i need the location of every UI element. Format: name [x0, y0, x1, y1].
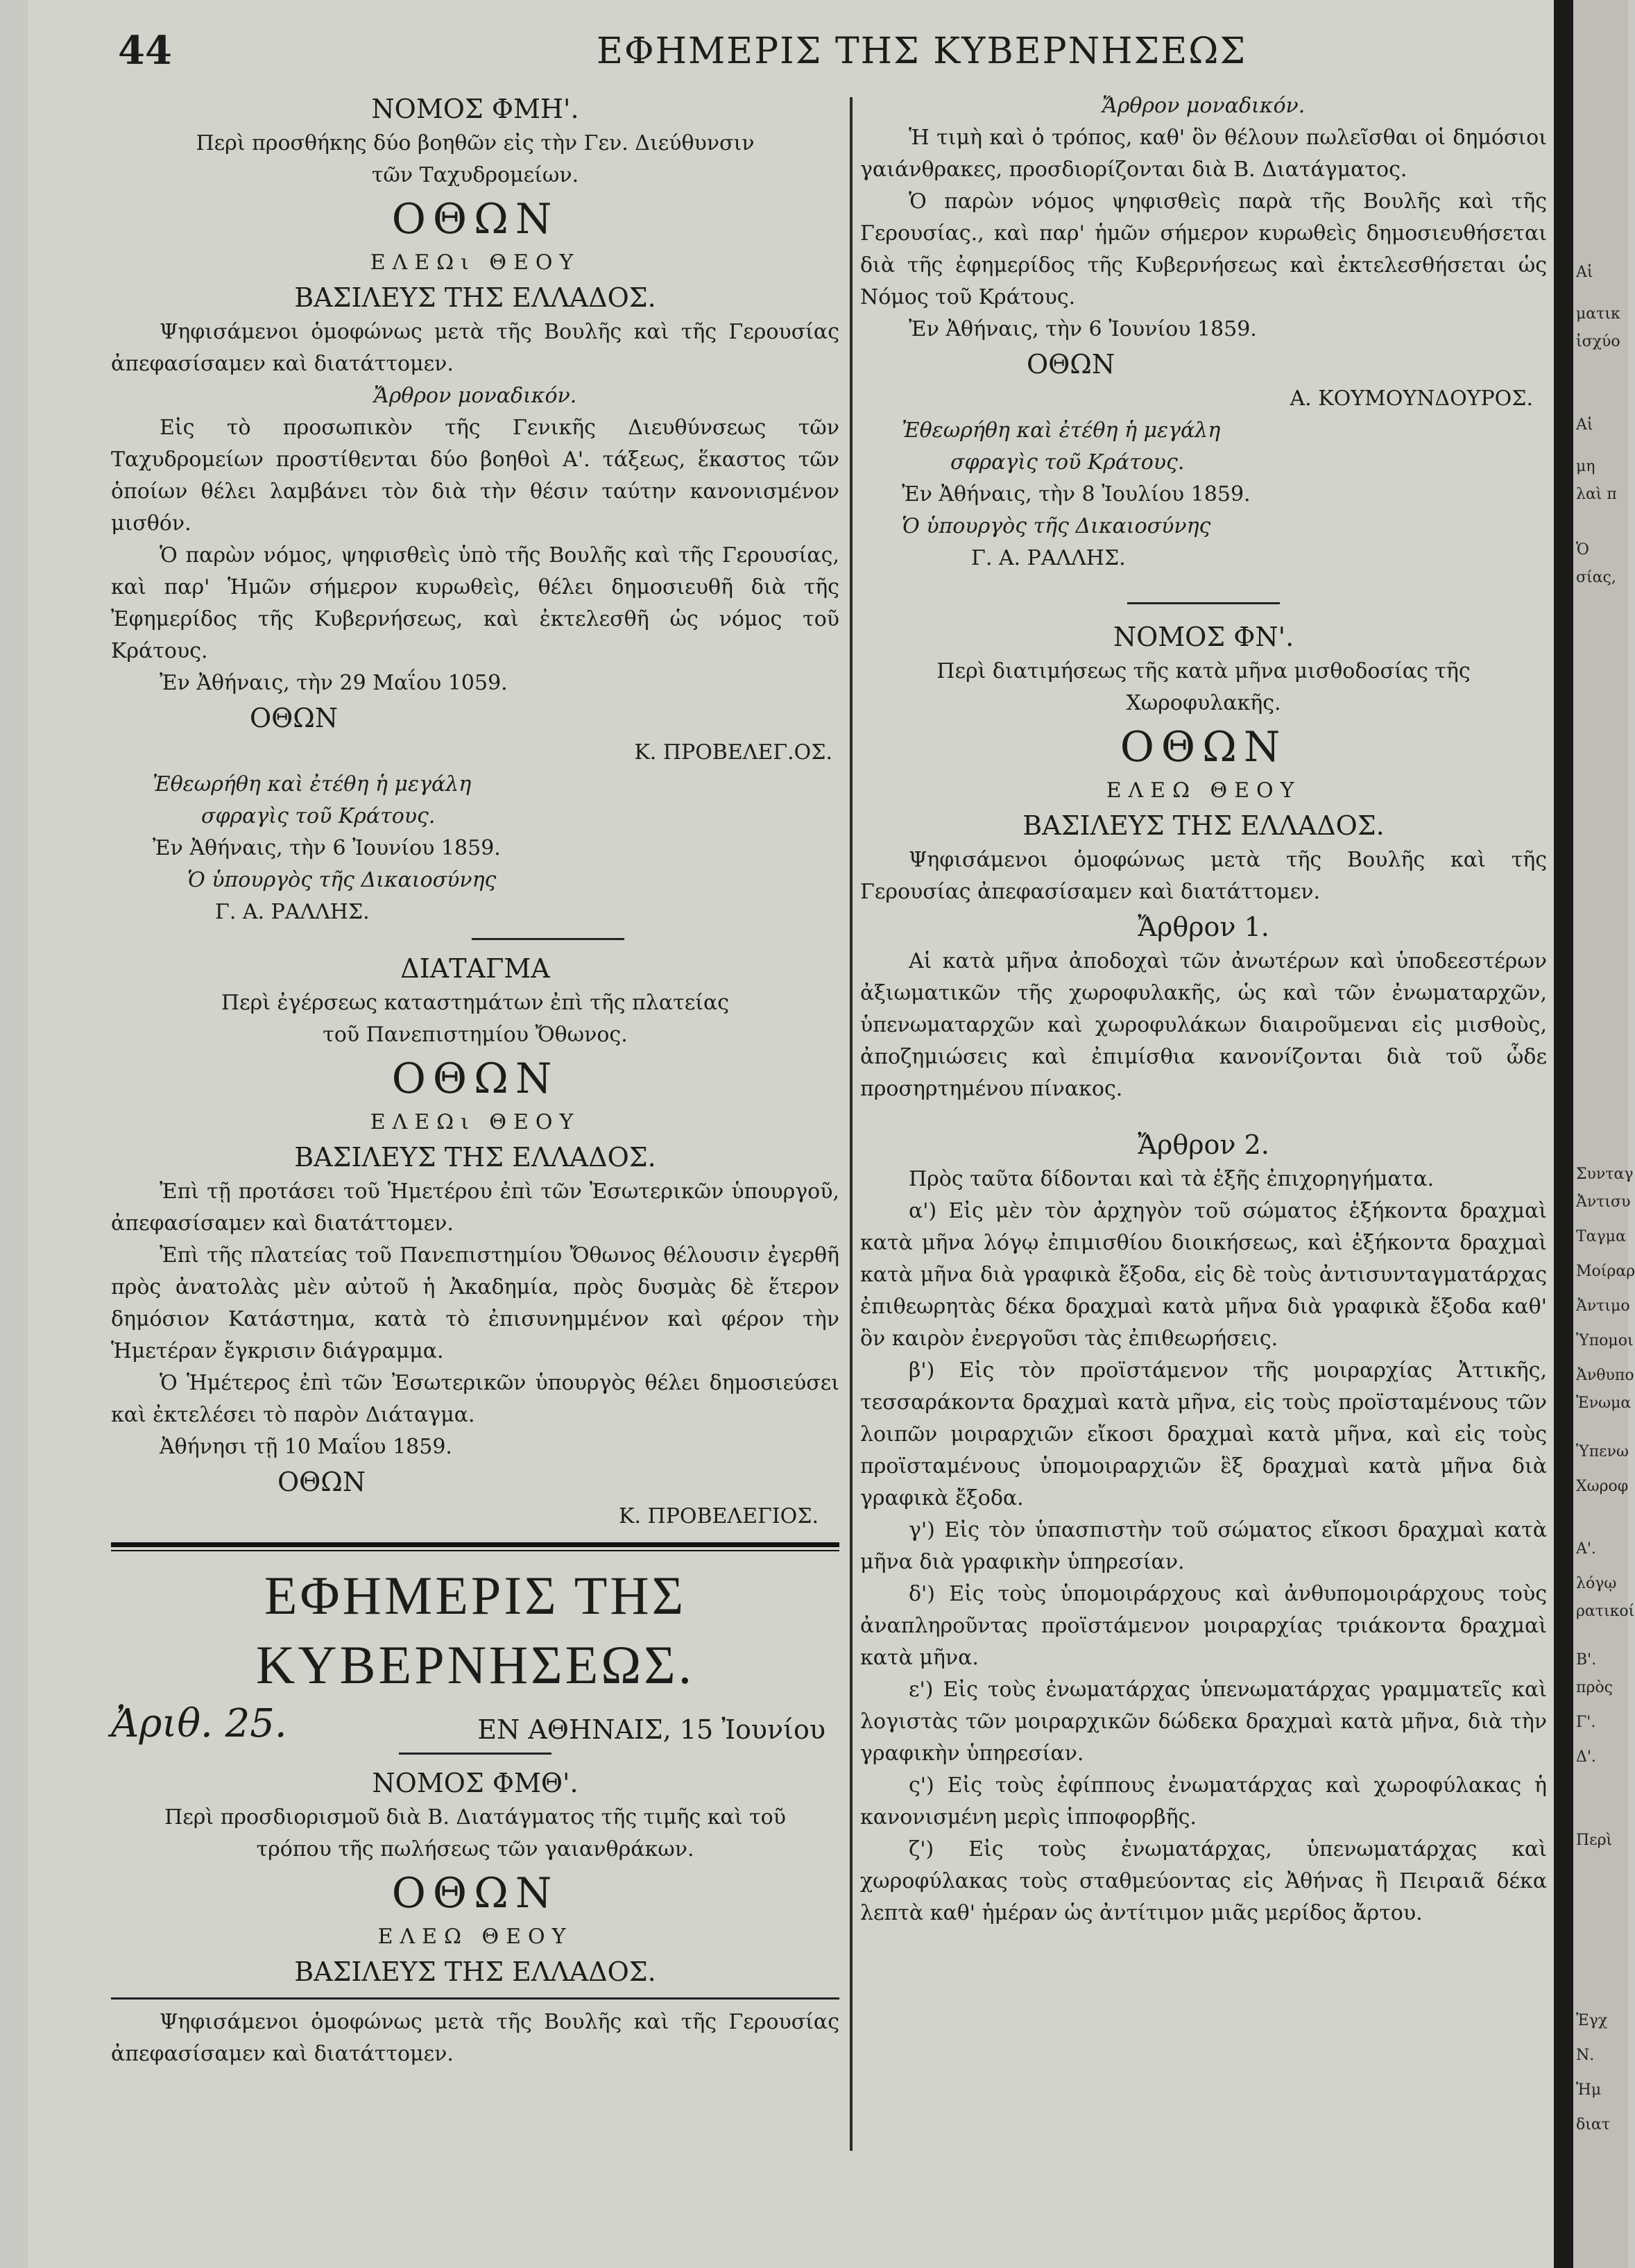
law1-subtitle-line2: τῶν Ταχυδρομείων.	[371, 163, 579, 187]
law2-enactment-text: Ὁ παρὼν νόμος ψηφισθεὶς παρὰ τῆς Βουλῆς καὶ τῆς Γερουσίας., καὶ παρ' ἡμῶν σήμερον κυρωθεὶς δημοσιευθήσεται διὰ τῆς ἐφημερίδος τῆς Κυβερνήσεως καὶ ἐκτελεσθήσεται ὡς Νόμος τοῦ Κράτους.	[860, 189, 1547, 309]
decree-grace: ΕΛΕΩι ΘΕΟΥ	[370, 1110, 581, 1134]
law3-basileus: ΒΑΣΙΛΕΥΣ ΤΗΣ ΕΛΛΑΔΟΣ.	[1022, 810, 1385, 841]
adjacent-page-fragment: Ἐνωμα	[1576, 1395, 1632, 1412]
adjacent-page-fragment: Ἐγχ	[1576, 2012, 1608, 2029]
law2-rule	[111, 1997, 839, 2000]
law1-grace: ΕΛΕΩι ΘΕΟΥ	[370, 250, 581, 275]
law2-subtitle-line2: τρόπου τῆς πωλήσεως τῶν γαιανθράκων.	[256, 1837, 694, 1861]
adjacent-page-fragment: Γ'.	[1576, 1714, 1596, 1731]
adjacent-page-fragment: Ἀντισυ	[1576, 1193, 1631, 1211]
adjacent-page-fragment: Α'.	[1576, 1540, 1596, 1558]
decree-paragraph2: Ἐπὶ τῆς πλατείας τοῦ Πανεπιστημίου Ὄθωνος θέλουσιν ἐγερθῆ πρὸς ἀνατολὰς μὲν αὐτοῦ ἡ Ἀκαδημία, πρὸς δυσμὰς δὲ ἕτερον δημόσιον Κατάστημα, κατὰ τὸ ἐπισυνημμένον καὶ φέρον τὴν Ἡμετέραν ἔγκρισιν διάγραμμα.	[111, 1243, 839, 1363]
law3-item: ζ') Εἰς τοὺς ἐνωματάρχας, ὑπενωματάρχας καὶ χωροφύλακας τοὺς σταθμεύοντας εἰς Ἀθήνας ἢ Πειραιᾶ δέκα λεπτὰ καθ' ἡμέραν ὡς ἀντίτιμον μιᾶς μερίδος ἄρτου.	[860, 1837, 1547, 1925]
law3-item: α') Εἰς μὲν τὸν ἀρχηγὸν τοῦ σώματος ἑξήκοντα δραχμαὶ κατὰ μῆνα λόγῳ ἐπιμισθίου διοικήσεως, καὶ ἑξήκοντα δραχμαὶ κατὰ μῆνα διὰ γραφικὰ ἔξοδα, εἰς δὲ τοὺς ἀντισυνταγματάρχας ἐπιθεωρητὰς δέκα δραχμαὶ κατὰ μῆνα διὰ γραφικὰ ἔξοδα καθ' ὃν καιρὸν ἐνεργοῦσι τὰς ἐπιθεωρήσεις.	[860, 1199, 1547, 1351]
adjacent-page-fragment: πρὸς	[1576, 1679, 1613, 1696]
law3-item: β') Εἰς τὸν προϊστάμενον τῆς μοιραρχίας Ἀττικῆς, τεσσαράκοντα δραχμαὶ κατὰ μῆνα, εἰς τοὺς προϊσταμένους τῶν λοιπῶν μοιραρχιῶν εἴκοσι δραχμαὶ κατὰ μῆνα, καὶ εἰς τοὺς προϊσταμένους ὑπομοιραρχιῶν ἓξ δραχμαὶ κατὰ μῆνα διὰ γραφικὰ ἔξοδα.	[860, 1358, 1547, 1510]
law2-king-name: ΟΘΩΝ	[391, 1869, 559, 1918]
law1-seal-line1: Ἐθεωρήθη καὶ ἐτέθη ἡ μεγάλη	[153, 772, 472, 796]
masthead-short-rule	[399, 1753, 551, 1755]
adjacent-page-fragment: ἰσχύο	[1576, 333, 1620, 350]
law2-preamble: Ψηφισάμενοι ὁμοφώνως μετὰ τῆς Βουλῆς καὶ τῆς Γερουσίας ἀπεφασίσαμεν καὶ διατάττομεν.	[111, 2010, 839, 2066]
law3-preamble: Ψηφισάμενοι ὁμοφώνως μετὰ τῆς Βουλῆς καὶ τῆς Γερουσίας ἀπεφασίσαμεν καὶ διατάττομεν.	[860, 848, 1547, 904]
law1-king-name: ΟΘΩΝ	[391, 195, 559, 244]
law3-item: γ') Εἰς τὸν ὑπασπιστὴν τοῦ σώματος εἴκοσι δραχμαὶ κατὰ μῆνα διὰ γραφικὴν ὑπηρεσίαν.	[860, 1518, 1547, 1574]
law1-seal-name: Γ. Α. ΡΑΛΛΗΣ.	[215, 900, 370, 924]
law1-title: ΝΟΜΟΣ ΦΜΗ'.	[371, 94, 579, 124]
law2-seal-minister: Ὁ ὑπουργὸς τῆς Δικαιοσύνης	[902, 514, 1211, 538]
adjacent-page-fragment: Περὶ	[1576, 1832, 1613, 1849]
decree-basileus: ΒΑΣΙΛΕΥΣ ΤΗΣ ΕΛΛΑΔΟΣ.	[294, 1142, 656, 1173]
adjacent-page-fragment: Ταγμα	[1576, 1228, 1626, 1245]
adjacent-page-fragment: Ν.	[1576, 2047, 1595, 2064]
law2-article-text: Ἡ τιμὴ καὶ ὁ τρόπος, καθ' ὃν θέλουν πωλεῖσθαι οἱ δημόσιοι γαιάνθρακες, προσδιορίζονται διὰ Β. Διατάγματος.	[860, 126, 1547, 182]
law2-basileus: ΒΑΣΙΛΕΥΣ ΤΗΣ ΕΛΛΑΔΟΣ.	[294, 1956, 656, 1987]
law1-seal-block	[111, 769, 839, 928]
law1-preamble: Ψηφισάμενοι ὁμοφώνως μετὰ τῆς Βουλῆς καὶ τῆς Γερουσίας ἀπεφασίσαμεν καὶ διατάττομεν.	[111, 320, 839, 376]
law3-king-name: ΟΘΩΝ	[1120, 723, 1287, 771]
law3-item: δ') Εἰς τοὺς ὑπομοιράρχους καὶ ἀνθυπομοιράρχους τοὺς ἀναπληροῦντας προϊστάμενον μοιραρχίας τριάκοντα δραχμαὶ κατὰ μῆνα.	[860, 1582, 1547, 1670]
law1-article-text: Εἰς τὸ προσωπικὸν τῆς Γενικῆς Διευθύνσεως τῶν Ταχυδρομείων προστίθενται δύο βοηθοὶ Α'. τάξεως, ἕκαστος τῶν ὁποίων θέλει λαμβάνει τὸν διὰ τὴν θέσιν ταύτην κανονισμένον μισθόν.	[111, 416, 839, 536]
section-rule	[472, 938, 624, 940]
law2-article-title: Ἄρθρον μοναδικόν.	[1102, 94, 1306, 118]
law3-subtitle-line2: Χωροφυλακῆς.	[1126, 691, 1281, 715]
column-divider	[850, 97, 853, 2151]
decree-paragraph3: Ὁ Ἡμέτερος ἐπὶ τῶν Ἐσωτερικῶν ὑπουργὸς θέλει δημοσιεύσει καὶ ἐκτελέσει τὸ παρὸν Διάταγμα.	[111, 1371, 839, 1427]
adjacent-page-fragment: Δ'.	[1576, 1748, 1596, 1766]
adjacent-page-fragment: Ὁ	[1576, 541, 1589, 559]
law2-seal-block	[860, 415, 1547, 574]
law3-grace: ΕΛΕΩ ΘΕΟΥ	[1106, 778, 1301, 803]
adjacent-page-fragment: Χωροφ	[1576, 1478, 1629, 1495]
law2-title: ΝΟΜΟΣ ΦΜΘ'.	[372, 1768, 579, 1798]
adjacent-page-fragment: Ὑπενω	[1576, 1443, 1629, 1460]
adjacent-page-fragment: Ἡμ	[1576, 2081, 1602, 2099]
decree-king-name: ΟΘΩΝ	[391, 1055, 559, 1103]
law2-minister: Α. ΚΟΥΜΟΥΝΔΟΥΡΟΣ.	[1290, 386, 1533, 411]
adjacent-page-fragment: σίας,	[1576, 569, 1616, 586]
adjacent-page-fragment: Ἀντιμο	[1576, 1297, 1630, 1315]
adjacent-page-fragment: μη	[1576, 458, 1595, 475]
law2-seal-name: Γ. Α. ΡΑΛΛΗΣ.	[971, 546, 1126, 570]
page-header-title: ΕΦΗΜΕΡΙΣ ΤΗΣ ΚΥΒΕΡΝΗΣΕΩΣ	[597, 31, 1247, 72]
law1-signature-king: ΟΘΩΝ	[250, 703, 339, 733]
masthead-rule-thick	[111, 1542, 839, 1547]
law2-subtitle-line1: Περὶ προσδιορισμοῦ διὰ Β. Διατάγματος τῆς τιμῆς καὶ τοῦ	[164, 1805, 786, 1830]
adjacent-page-fragment: διατ	[1576, 2116, 1610, 2133]
decree-date: Ἀθήνησι τῇ 10 Μαΐου 1859.	[160, 1435, 452, 1459]
adjacent-page-fragment: ματικ	[1576, 305, 1620, 323]
adjacent-page-fragment: Μοίραρ	[1576, 1263, 1635, 1280]
law3-title: ΝΟΜΟΣ ΦΝ'.	[1113, 622, 1294, 652]
issue-number: Ἀριθ. 25.	[111, 1701, 287, 1746]
page-number: 44	[118, 28, 172, 74]
law1-seal-line2: σφραγὶς τοῦ Κράτους.	[201, 804, 436, 828]
law1-minister: Κ. ΠΡΟΒΕΛΕΓ.ΟΣ.	[634, 740, 832, 765]
law3-article1-title: Ἄρθρον 1.	[1138, 912, 1269, 942]
left-column	[111, 90, 839, 2070]
law2-seal-date: Ἐν Ἀθήναις, τὴν 8 Ἰουλίου 1859.	[902, 482, 1251, 506]
section-rule	[1127, 602, 1280, 604]
adjacent-page-fragment: Συνταγ	[1576, 1166, 1634, 1183]
law1-subtitle-line1: Περὶ προσθήκης δύο βοηθῶν εἰς τὴν Γεν. Διεύθυνσιν	[196, 131, 755, 155]
law3-item: ε') Εἰς τοὺς ἐνωματάρχας ὑπενωματάρχας γραμματεῖς καὶ λογιστὰς τῶν μοιραρχικῶν δώδεκα δραχμαὶ κατὰ μῆνα, διὰ τὴν γραφικὴν ὑπηρεσίαν.	[860, 1678, 1547, 1766]
masthead-rule-thin	[111, 1550, 839, 1551]
law1-article-title: Ἄρθρον μοναδικόν.	[373, 384, 577, 408]
law1-basileus: ΒΑΣΙΛΕΥΣ ΤΗΣ ΕΛΛΑΔΟΣ.	[294, 282, 656, 313]
law1-seal-date: Ἐν Ἀθήναις, τὴν 6 Ἰουνίου 1859.	[153, 836, 501, 860]
law2-grace: ΕΛΕΩ ΘΕΟΥ	[377, 1925, 573, 1949]
adjacent-page-fragment: Ἀνθυπο	[1576, 1367, 1634, 1384]
law1-date: Ἐν Ἀθήναις, τὴν 29 Μαΐου 1059.	[160, 671, 508, 695]
adjacent-page-fragment: Αἱ	[1576, 416, 1593, 434]
law3-article2-title: Ἄρθρον 2.	[1138, 1129, 1269, 1160]
decree-minister: Κ. ΠΡΟΒΕΛΕΓΙΟΣ.	[619, 1504, 819, 1528]
decree-signature-king: ΟΘΩΝ	[277, 1467, 366, 1497]
adjacent-page-fragment: Ὑπομοι	[1576, 1332, 1634, 1349]
issue-dateline: ΕΝ ΑΘΗΝΑΙΣ, 15 Ἰουνίου	[477, 1714, 825, 1745]
law2-date: Ἐν Ἀθήναις, τὴν 6 Ἰουνίου 1859.	[909, 317, 1257, 341]
law3-item: ς') Εἰς τοὺς ἐφίππους ἐνωματάρχας καὶ χωροφύλακας ἡ κανονισμένη μερὶς ἱπποφορβῆς.	[860, 1773, 1547, 1830]
law1-enactment-text: Ὁ παρὼν νόμος, ψηφισθεὶς ὑπὸ τῆς Βουλῆς καὶ τῆς Γερουσίας, καὶ παρ' Ἡμῶν σήμερον κυρωθεὶς, θέλει δημοσιευθῆ διὰ τῆς Ἐφημερίδος τῆς Κυβερνήσεως, καὶ ἐκτελεσθῆ ὡς νόμος τοῦ Κράτους.	[111, 543, 839, 663]
law3-subtitle-line1: Περὶ διατιμήσεως τῆς κατὰ μῆνα μισθοδοσίας τῆς	[936, 659, 1471, 683]
law1-seal-minister: Ὁ ὑπουργὸς τῆς Δικαιοσύνης	[187, 868, 497, 892]
masthead-title: ΕΦΗΜΕΡΙΣ ΤΗΣ ΚΥΒΕΡΝΗΣΕΩΣ.	[255, 1565, 695, 1695]
adjacent-page-fragment: λόγῳ	[1576, 1575, 1617, 1592]
decree-subtitle-line1: Περὶ ἐγέρσεως καταστημάτων ἐπὶ τῆς πλατείας	[221, 991, 730, 1015]
law3-article2-intro: Πρὸς ταῦτα δίδονται καὶ τὰ ἑξῆς ἐπιχορηγήματα.	[909, 1167, 1435, 1191]
masthead-issue-row	[111, 1700, 839, 1748]
law2-seal-line1: Ἐθεωρήθη καὶ ἐτέθη ἡ μεγάλη	[902, 418, 1221, 443]
newspaper-page	[28, 0, 1554, 2268]
decree-paragraph1: Ἐπὶ τῇ προτάσει τοῦ Ἡμετέρου ἐπὶ τῶν Ἐσωτερικῶν ὑπουργοῦ, ἀπεφασίσαμεν καὶ διατάττομεν.	[111, 1179, 839, 1236]
law2-signature-king: ΟΘΩΝ	[1027, 349, 1115, 380]
adjacent-page-fragment: λαὶ π	[1576, 486, 1617, 503]
right-column	[860, 90, 1547, 1929]
adjacent-page-fragment: ρατικοί	[1576, 1603, 1635, 1620]
decree-title: ΔΙΑΤΑΓΜΑ	[400, 953, 550, 984]
law3-article1-text: Αἱ κατὰ μῆνα ἀποδοχαὶ τῶν ἀνωτέρων καὶ ὑποδεεστέρων ἀξιωματικῶν τῆς χωροφυλακῆς, ὡς καὶ τῶν ἐνωματαρχῶν, ὑπενωματαρχῶν καὶ χωροφυλάκων διαιροῦμεναι εἰς μισθοὺς, ἀποζημιώσεις καὶ ἐπιμίσθια κανονίζονται διὰ τοῦ ὧδε προσηρτημένου πίνακος.	[860, 949, 1547, 1101]
law2-seal-line2: σφραγὶς τοῦ Κράτους.	[950, 450, 1185, 475]
decree-subtitle-line2: τοῦ Πανεπιστημίου Ὄθωνος.	[323, 1023, 628, 1047]
adjacent-page-fragment: Αἱ	[1576, 264, 1593, 281]
adjacent-page-fragment: Β'.	[1576, 1651, 1597, 1669]
